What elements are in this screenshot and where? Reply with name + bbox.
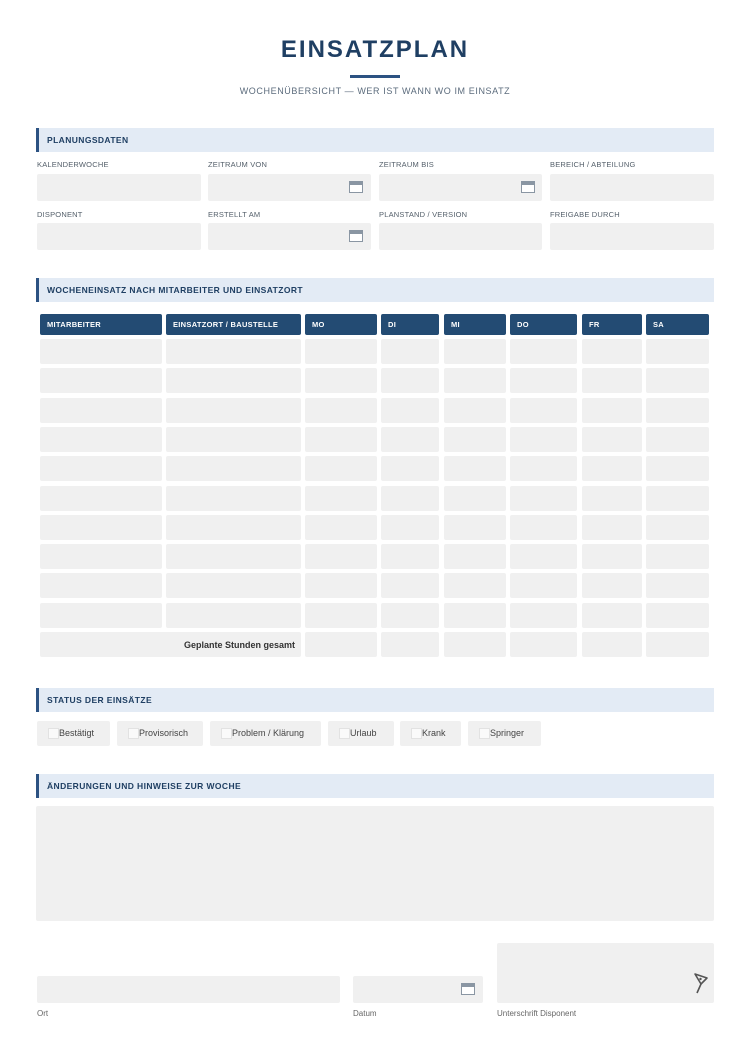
column-header-label: MO: [312, 320, 325, 329]
section-title: STATUS DER EINSÄTZE: [47, 695, 153, 705]
calendar-icon[interactable]: [461, 983, 475, 995]
calendar-week-label: KALENDERWOCHE: [37, 160, 109, 169]
cell-location[interactable]: [166, 486, 301, 511]
cell-mo[interactable]: [305, 544, 377, 569]
column-header-label: DI: [388, 320, 397, 329]
cell-sa[interactable]: [646, 486, 709, 511]
cell-do[interactable]: [510, 544, 577, 569]
cell-employee[interactable]: [40, 456, 162, 481]
cell-location[interactable]: [166, 456, 301, 481]
dispatcher-label: DISPONENT: [37, 210, 83, 219]
cell-do[interactable]: [510, 515, 577, 540]
status-checkbox[interactable]: [411, 728, 422, 739]
cell-fr[interactable]: [582, 456, 642, 481]
cell-di[interactable]: [381, 486, 439, 511]
cell-di[interactable]: [381, 515, 439, 540]
cell-do[interactable]: [510, 368, 577, 393]
column-header-label: FR: [589, 320, 600, 329]
cell-mi[interactable]: [444, 456, 506, 481]
cell-di[interactable]: [381, 603, 439, 628]
cell-fr[interactable]: [582, 368, 642, 393]
cell-fr[interactable]: [582, 544, 642, 569]
cell-fr[interactable]: [582, 603, 642, 628]
status-checkbox[interactable]: [479, 728, 490, 739]
cell-sa[interactable]: [646, 427, 709, 452]
cell-di[interactable]: [381, 339, 439, 364]
cell-do[interactable]: [510, 456, 577, 481]
cell-mo[interactable]: [305, 603, 377, 628]
cell-location[interactable]: [166, 339, 301, 364]
status-option-label: Urlaub: [350, 728, 377, 738]
cell-mo[interactable]: [305, 515, 377, 540]
cell-mi[interactable]: [444, 603, 506, 628]
total-hours-mi[interactable]: [444, 632, 506, 657]
section-header-planning: [36, 128, 714, 152]
status-option-label: Springer: [490, 728, 525, 738]
signature-field[interactable]: [497, 943, 714, 1003]
status-checkbox[interactable]: [339, 728, 350, 739]
calendar-icon[interactable]: [349, 181, 363, 193]
cell-employee[interactable]: [40, 486, 162, 511]
cell-mi[interactable]: [444, 368, 506, 393]
status-option-substitute[interactable]: [468, 721, 541, 746]
total-hours-mo[interactable]: [305, 632, 377, 657]
cell-mi[interactable]: [444, 544, 506, 569]
cell-sa[interactable]: [646, 398, 709, 423]
status-checkbox[interactable]: [128, 728, 139, 739]
cell-location[interactable]: [166, 544, 301, 569]
title-underline: [350, 75, 400, 78]
status-checkbox[interactable]: [221, 728, 232, 739]
calendar-week-field[interactable]: [37, 174, 201, 201]
cell-location[interactable]: [166, 398, 301, 423]
created-on-field[interactable]: [208, 223, 371, 250]
cell-sa[interactable]: [646, 368, 709, 393]
cell-employee[interactable]: [40, 573, 162, 598]
cell-sa[interactable]: [646, 456, 709, 481]
approved-by-label: FREIGABE DURCH: [550, 210, 620, 219]
period-to-label: ZEITRAUM BIS: [379, 160, 434, 169]
cell-sa[interactable]: [646, 339, 709, 364]
cell-sa[interactable]: [646, 515, 709, 540]
cell-di[interactable]: [381, 456, 439, 481]
date-label: Datum: [353, 1009, 377, 1018]
cell-sa[interactable]: [646, 603, 709, 628]
column-header-employee: [40, 314, 162, 335]
cell-location[interactable]: [166, 515, 301, 540]
cell-di[interactable]: [381, 544, 439, 569]
cell-do[interactable]: [510, 486, 577, 511]
cell-mi[interactable]: [444, 573, 506, 598]
period-from-field[interactable]: [208, 174, 371, 201]
cell-di[interactable]: [381, 398, 439, 423]
column-header-location: [166, 314, 301, 335]
cell-mi[interactable]: [444, 486, 506, 511]
status-option-label: Krank: [422, 728, 446, 738]
cell-location[interactable]: [166, 368, 301, 393]
cell-do[interactable]: [510, 603, 577, 628]
plan-version-field[interactable]: [379, 223, 542, 250]
notes-textarea[interactable]: [36, 806, 714, 921]
cell-do[interactable]: [510, 398, 577, 423]
cell-employee[interactable]: [40, 427, 162, 452]
cell-fr[interactable]: [582, 515, 642, 540]
approved-by-field[interactable]: [550, 223, 714, 250]
cell-fr[interactable]: [582, 398, 642, 423]
cell-mi[interactable]: [444, 515, 506, 540]
cell-mo[interactable]: [305, 398, 377, 423]
cell-employee[interactable]: [40, 398, 162, 423]
total-hours-di[interactable]: [381, 632, 439, 657]
plan-version-label: PLANSTAND / VERSION: [379, 210, 468, 219]
signature-label: Unterschrift Disponent: [497, 1009, 577, 1018]
status-option-provisional[interactable]: [117, 721, 203, 746]
total-hours-label: Geplante Stunden gesamt: [183, 640, 295, 650]
cell-mo[interactable]: [305, 486, 377, 511]
department-field[interactable]: [550, 174, 714, 201]
date-field[interactable]: [353, 976, 483, 1003]
cell-do[interactable]: [510, 573, 577, 598]
cell-fr[interactable]: [582, 486, 642, 511]
column-header-fr: [582, 314, 642, 335]
cell-fr[interactable]: [582, 339, 642, 364]
status-option-confirmed[interactable]: [37, 721, 110, 746]
status-option-sick[interactable]: [400, 721, 461, 746]
cell-employee[interactable]: [40, 339, 162, 364]
status-option-label: Problem / Klärung: [232, 728, 305, 738]
cell-do[interactable]: [510, 339, 577, 364]
cell-mo[interactable]: [305, 427, 377, 452]
place-label: Ort: [37, 1009, 49, 1018]
cell-mo[interactable]: [305, 456, 377, 481]
total-hours-sa[interactable]: [646, 632, 709, 657]
column-header-do: [510, 314, 577, 335]
cell-employee[interactable]: [40, 544, 162, 569]
cell-di[interactable]: [381, 573, 439, 598]
section-header-status: [36, 688, 714, 712]
cell-mi[interactable]: [444, 339, 506, 364]
column-header-label: DO: [517, 320, 529, 329]
cell-employee[interactable]: [40, 515, 162, 540]
column-header-di: [381, 314, 439, 335]
column-header-mi: [444, 314, 506, 335]
cell-sa[interactable]: [646, 544, 709, 569]
section-header-schedule: [36, 278, 714, 302]
cell-location[interactable]: [166, 603, 301, 628]
calendar-icon[interactable]: [349, 230, 363, 242]
cell-employee[interactable]: [40, 368, 162, 393]
section-header-notes: [36, 774, 714, 798]
status-option-label: Provisorisch: [139, 728, 189, 738]
period-from-label: ZEITRAUM VON: [208, 160, 268, 169]
column-header-label: EINSATZORT / BAUSTELLE: [173, 320, 279, 329]
status-option-problem[interactable]: [210, 721, 321, 746]
status-checkbox[interactable]: [48, 728, 59, 739]
dispatcher-field[interactable]: [37, 223, 201, 250]
pen-nib-icon: [693, 972, 709, 994]
column-header-sa: [646, 314, 709, 335]
total-hours-fr[interactable]: [582, 632, 642, 657]
page-subtitle: WOCHENÜBERSICHT — WER IST WANN WO IM EINSATZ: [239, 86, 511, 96]
cell-mi[interactable]: [444, 398, 506, 423]
cell-mi[interactable]: [444, 427, 506, 452]
section-title: PLANUNGSDATEN: [47, 135, 129, 145]
status-option-label: Bestätigt: [59, 728, 95, 738]
column-header-label: MI: [451, 320, 460, 329]
cell-do[interactable]: [510, 427, 577, 452]
cell-di[interactable]: [381, 427, 439, 452]
total-hours-row-label: [40, 632, 301, 657]
cell-sa[interactable]: [646, 573, 709, 598]
cell-fr[interactable]: [582, 427, 642, 452]
page-title: EINSATZPLAN: [280, 36, 470, 63]
cell-fr[interactable]: [582, 573, 642, 598]
section-title: WOCHENEINSATZ NACH MITARBEITER UND EINSATZORT: [47, 285, 303, 295]
department-label: BEREICH / ABTEILUNG: [550, 160, 636, 169]
cell-mo[interactable]: [305, 573, 377, 598]
cell-di[interactable]: [381, 368, 439, 393]
period-to-field[interactable]: [379, 174, 542, 201]
status-option-vacation[interactable]: [328, 721, 394, 746]
cell-mo[interactable]: [305, 339, 377, 364]
cell-location[interactable]: [166, 427, 301, 452]
place-field[interactable]: [37, 976, 340, 1003]
cell-mo[interactable]: [305, 368, 377, 393]
total-hours-do[interactable]: [510, 632, 577, 657]
cell-employee[interactable]: [40, 603, 162, 628]
created-on-label: ERSTELLT AM: [208, 210, 261, 219]
column-header-label: MITARBEITER: [47, 320, 101, 329]
column-header-label: SA: [653, 320, 665, 329]
column-header-mo: [305, 314, 377, 335]
calendar-icon[interactable]: [521, 181, 535, 193]
section-title: ÄNDERUNGEN UND HINWEISE ZUR WOCHE: [47, 781, 242, 791]
cell-location[interactable]: [166, 573, 301, 598]
